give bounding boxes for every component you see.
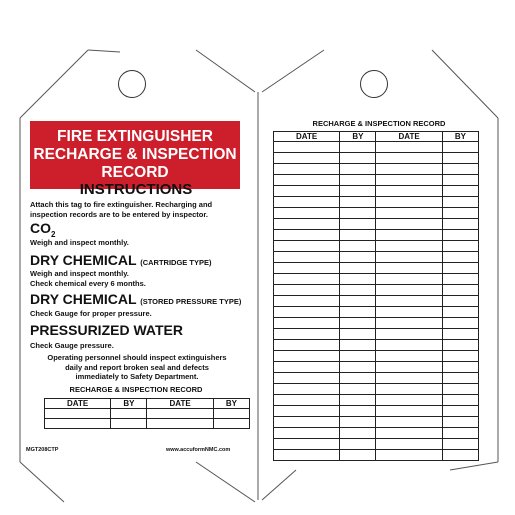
- right-record-cell[interactable]: [274, 175, 340, 186]
- right-record-row: [274, 351, 479, 362]
- right-record-row: [274, 252, 479, 263]
- right-record-cell[interactable]: [340, 219, 376, 230]
- right-record-row: [274, 142, 479, 153]
- left-record-table: [44, 398, 250, 429]
- right-record-cell[interactable]: [274, 164, 340, 175]
- right-record-cell[interactable]: [442, 230, 478, 241]
- right-record-cell[interactable]: [274, 340, 340, 351]
- left-record-row: [45, 419, 250, 429]
- right-record-cell[interactable]: [274, 450, 340, 461]
- right-record-cell[interactable]: [376, 340, 442, 351]
- right-record-cell[interactable]: [376, 164, 442, 175]
- right-record-cell[interactable]: [274, 197, 340, 208]
- left-record-cell[interactable]: [45, 419, 111, 429]
- right-record-cell[interactable]: [442, 439, 478, 450]
- left-col-date-1: DATE: [45, 399, 111, 409]
- right-record-cell[interactable]: [340, 296, 376, 307]
- right-record-cell[interactable]: [274, 373, 340, 384]
- right-record-cell[interactable]: [340, 252, 376, 263]
- left-record-cell[interactable]: [213, 409, 249, 419]
- right-record-row: [274, 384, 479, 395]
- dry-chem-cartridge-line-1: Weigh and inspect monthly.: [30, 269, 129, 278]
- right-record-cell[interactable]: [376, 230, 442, 241]
- right-record-header-row: [274, 132, 479, 142]
- right-record-row: [274, 175, 479, 186]
- right-record-row: [274, 153, 479, 164]
- right-record-cell[interactable]: [340, 142, 376, 153]
- right-record-cell[interactable]: [340, 175, 376, 186]
- right-record-cell[interactable]: [376, 329, 442, 340]
- right-record-cell[interactable]: [274, 428, 340, 439]
- right-record-cell[interactable]: [376, 274, 442, 285]
- right-record-cell[interactable]: [274, 406, 340, 417]
- warning-line-1: Operating personnel should inspect extinguishers: [47, 353, 227, 362]
- right-record-row: [274, 164, 479, 175]
- instructions-line-2: inspection records are to be entered by inspector.: [30, 209, 208, 219]
- right-record-cell[interactable]: [442, 142, 478, 153]
- left-record-header-row: [45, 399, 250, 409]
- left-record-row: [45, 409, 250, 419]
- right-record-row: [274, 285, 479, 296]
- right-record-row: [274, 373, 479, 384]
- right-record-cell[interactable]: [274, 153, 340, 164]
- right-record-cell[interactable]: [274, 230, 340, 241]
- right-record-cell[interactable]: [442, 329, 478, 340]
- right-record-cell[interactable]: [442, 373, 478, 384]
- dry-chem-cartridge-line-2: Check chemical every 6 months.: [30, 278, 146, 288]
- right-record-cell[interactable]: [442, 197, 478, 208]
- right-record-cell[interactable]: [274, 318, 340, 329]
- right-record-cell[interactable]: [340, 263, 376, 274]
- warning-line-3: immediately to Safety Department.: [75, 372, 199, 381]
- right-record-cell[interactable]: [442, 406, 478, 417]
- right-record-row: [274, 230, 479, 241]
- warning-line-2: daily and report broken seal and defects: [65, 362, 209, 372]
- right-record-cell[interactable]: [376, 175, 442, 186]
- left-record-cell[interactable]: [147, 409, 213, 419]
- pressurized-water-heading: PRESSURIZED WATER: [30, 322, 183, 338]
- right-record-cell[interactable]: [442, 395, 478, 406]
- right-record-cell[interactable]: [340, 197, 376, 208]
- instructions-line-1: Attach this tag to fire extinguisher. Recharging and: [30, 200, 213, 209]
- right-record-cell[interactable]: [340, 208, 376, 219]
- right-record-cell[interactable]: [376, 263, 442, 274]
- right-record-cell[interactable]: [340, 318, 376, 329]
- right-record-cell[interactable]: [274, 241, 340, 252]
- right-record-cell[interactable]: [376, 153, 442, 164]
- right-record-cell[interactable]: [376, 296, 442, 307]
- right-record-cell[interactable]: [442, 219, 478, 230]
- right-record-row: [274, 439, 479, 450]
- right-record-cell[interactable]: [274, 219, 340, 230]
- left-tag-hole: [118, 70, 146, 98]
- right-record-cell[interactable]: [274, 142, 340, 153]
- right-record-cell[interactable]: [442, 450, 478, 461]
- title-banner: [30, 121, 240, 189]
- right-record-cell[interactable]: [340, 241, 376, 252]
- right-record-row: [274, 241, 479, 252]
- right-record-cell[interactable]: [442, 263, 478, 274]
- right-record-cell[interactable]: [274, 307, 340, 318]
- pressurized-water-text: Check Gauge pressure.: [30, 341, 114, 350]
- right-record-cell[interactable]: [376, 142, 442, 153]
- right-record-cell[interactable]: [442, 274, 478, 285]
- right-record-title: RECHARGE & INSPECTION RECORD: [312, 119, 446, 128]
- right-record-cell[interactable]: [340, 307, 376, 318]
- right-record-cell[interactable]: [376, 395, 442, 406]
- right-record-cell[interactable]: [274, 296, 340, 307]
- right-record-cell[interactable]: [442, 362, 478, 373]
- right-record-cell[interactable]: [442, 285, 478, 296]
- right-record-cell[interactable]: [340, 230, 376, 241]
- right-record-cell[interactable]: [340, 384, 376, 395]
- right-record-cell[interactable]: [274, 208, 340, 219]
- right-record-cell[interactable]: [376, 186, 442, 197]
- right-record-cell[interactable]: [442, 241, 478, 252]
- website-url[interactable]: www.accuformNMC.com: [166, 447, 231, 453]
- co2-heading-text: CO: [30, 220, 51, 236]
- right-record-row: [274, 274, 479, 285]
- right-record-cell[interactable]: [376, 351, 442, 362]
- right-record-cell[interactable]: [340, 186, 376, 197]
- right-record-cell[interactable]: [376, 318, 442, 329]
- dry-chem-stored-heading: [30, 291, 241, 307]
- right-record-cell[interactable]: [274, 362, 340, 373]
- dry-chem-cartridge-text: [30, 269, 146, 288]
- instructions-title: INSTRUCTIONS: [79, 181, 193, 198]
- dry-chem-cartridge-heading: [30, 252, 211, 268]
- right-col-by-2: BY: [442, 132, 478, 142]
- right-record-cell[interactable]: [442, 351, 478, 362]
- right-record-cell[interactable]: [274, 186, 340, 197]
- dry-chem-stored-note: (STORED PRESSURE TYPE): [140, 297, 242, 306]
- banner-line-2: RECHARGE & INSPECTION: [33, 146, 237, 163]
- right-record-cell[interactable]: [442, 428, 478, 439]
- banner-line-1: FIRE EXTINGUISHER: [57, 128, 213, 145]
- right-record-row: [274, 208, 479, 219]
- banner-line-3: RECORD: [101, 164, 169, 181]
- right-record-cell[interactable]: [340, 153, 376, 164]
- right-record-cell[interactable]: [340, 274, 376, 285]
- right-record-row: [274, 197, 479, 208]
- right-record-cell[interactable]: [376, 362, 442, 373]
- right-record-cell[interactable]: [274, 395, 340, 406]
- right-record-cell[interactable]: [274, 263, 340, 274]
- co2-subscript: 2: [51, 229, 56, 239]
- right-record-cell[interactable]: [376, 197, 442, 208]
- right-record-cell[interactable]: [442, 164, 478, 175]
- right-record-cell[interactable]: [442, 175, 478, 186]
- right-record-cell[interactable]: [340, 395, 376, 406]
- right-record-cell[interactable]: [442, 307, 478, 318]
- right-record-cell[interactable]: [340, 450, 376, 461]
- right-record-cell[interactable]: [274, 439, 340, 450]
- right-record-row: [274, 450, 479, 461]
- dry-chem-stored-title: DRY CHEMICAL: [30, 291, 137, 307]
- left-record-cell[interactable]: [111, 409, 147, 419]
- product-code: MGT208CTP: [26, 447, 59, 453]
- right-record-cell[interactable]: [274, 274, 340, 285]
- right-record-row: [274, 296, 479, 307]
- right-col-date-2: DATE: [376, 132, 442, 142]
- right-col-date-1: DATE: [274, 132, 340, 142]
- right-record-cell[interactable]: [340, 428, 376, 439]
- right-record-cell[interactable]: [442, 208, 478, 219]
- right-record-row: [274, 219, 479, 230]
- right-record-cell[interactable]: [340, 417, 376, 428]
- right-record-cell[interactable]: [442, 252, 478, 263]
- right-record-cell[interactable]: [376, 439, 442, 450]
- left-record-cell[interactable]: [111, 419, 147, 429]
- left-record-cell[interactable]: [213, 419, 249, 429]
- right-record-cell[interactable]: [340, 340, 376, 351]
- right-record-cell[interactable]: [442, 417, 478, 428]
- right-record-cell[interactable]: [376, 241, 442, 252]
- right-record-cell[interactable]: [442, 318, 478, 329]
- right-record-row: [274, 417, 479, 428]
- right-record-row: [274, 318, 479, 329]
- right-record-cell[interactable]: [376, 252, 442, 263]
- right-record-cell[interactable]: [274, 384, 340, 395]
- right-record-cell[interactable]: [442, 340, 478, 351]
- right-record-row: [274, 307, 479, 318]
- right-record-row: [274, 406, 479, 417]
- right-record-row: [274, 395, 479, 406]
- right-record-cell[interactable]: [274, 417, 340, 428]
- warning-text: [30, 353, 244, 382]
- right-record-cell[interactable]: [376, 384, 442, 395]
- right-record-cell[interactable]: [376, 219, 442, 230]
- right-record-cell[interactable]: [376, 285, 442, 296]
- dry-chem-cartridge-title: DRY CHEMICAL: [30, 252, 137, 268]
- instructions-text: [30, 200, 244, 219]
- right-record-cell[interactable]: [376, 428, 442, 439]
- right-record-cell[interactable]: [274, 252, 340, 263]
- right-record-cell[interactable]: [376, 450, 442, 461]
- right-record-row: [274, 362, 479, 373]
- right-record-cell[interactable]: [376, 373, 442, 384]
- right-record-cell[interactable]: [340, 329, 376, 340]
- left-col-by-2: BY: [213, 399, 249, 409]
- right-record-cell[interactable]: [340, 373, 376, 384]
- co2-text: Weigh and inspect monthly.: [30, 238, 129, 247]
- right-record-row: [274, 263, 479, 274]
- right-record-cell[interactable]: [442, 296, 478, 307]
- right-record-cell[interactable]: [274, 351, 340, 362]
- right-record-table: [273, 131, 479, 461]
- right-record-row: [274, 428, 479, 439]
- left-record-title: RECHARGE & INSPECTION RECORD: [69, 385, 203, 394]
- right-record-cell[interactable]: [340, 351, 376, 362]
- right-col-by-1: BY: [340, 132, 376, 142]
- right-record-cell[interactable]: [340, 285, 376, 296]
- left-col-by-1: BY: [111, 399, 147, 409]
- right-record-cell[interactable]: [442, 186, 478, 197]
- right-record-cell[interactable]: [376, 417, 442, 428]
- right-record-cell[interactable]: [340, 439, 376, 450]
- right-record-cell[interactable]: [340, 406, 376, 417]
- left-col-date-2: DATE: [147, 399, 213, 409]
- right-tag-hole: [360, 70, 388, 98]
- right-record-cell[interactable]: [376, 406, 442, 417]
- right-record-cell[interactable]: [274, 285, 340, 296]
- right-record-row: [274, 186, 479, 197]
- left-record-cell[interactable]: [147, 419, 213, 429]
- right-record-cell[interactable]: [442, 153, 478, 164]
- right-record-cell[interactable]: [376, 208, 442, 219]
- right-record-cell[interactable]: [340, 362, 376, 373]
- dry-chem-stored-text: Check Gauge for proper pressure.: [30, 309, 152, 318]
- right-record-cell[interactable]: [274, 329, 340, 340]
- co2-heading: [30, 220, 55, 239]
- right-record-cell[interactable]: [376, 307, 442, 318]
- left-record-cell[interactable]: [45, 409, 111, 419]
- dry-chem-cartridge-note: (CARTRIDGE TYPE): [140, 258, 212, 267]
- right-record-cell[interactable]: [442, 384, 478, 395]
- right-record-row: [274, 340, 479, 351]
- right-record-row: [274, 329, 479, 340]
- right-record-cell[interactable]: [340, 164, 376, 175]
